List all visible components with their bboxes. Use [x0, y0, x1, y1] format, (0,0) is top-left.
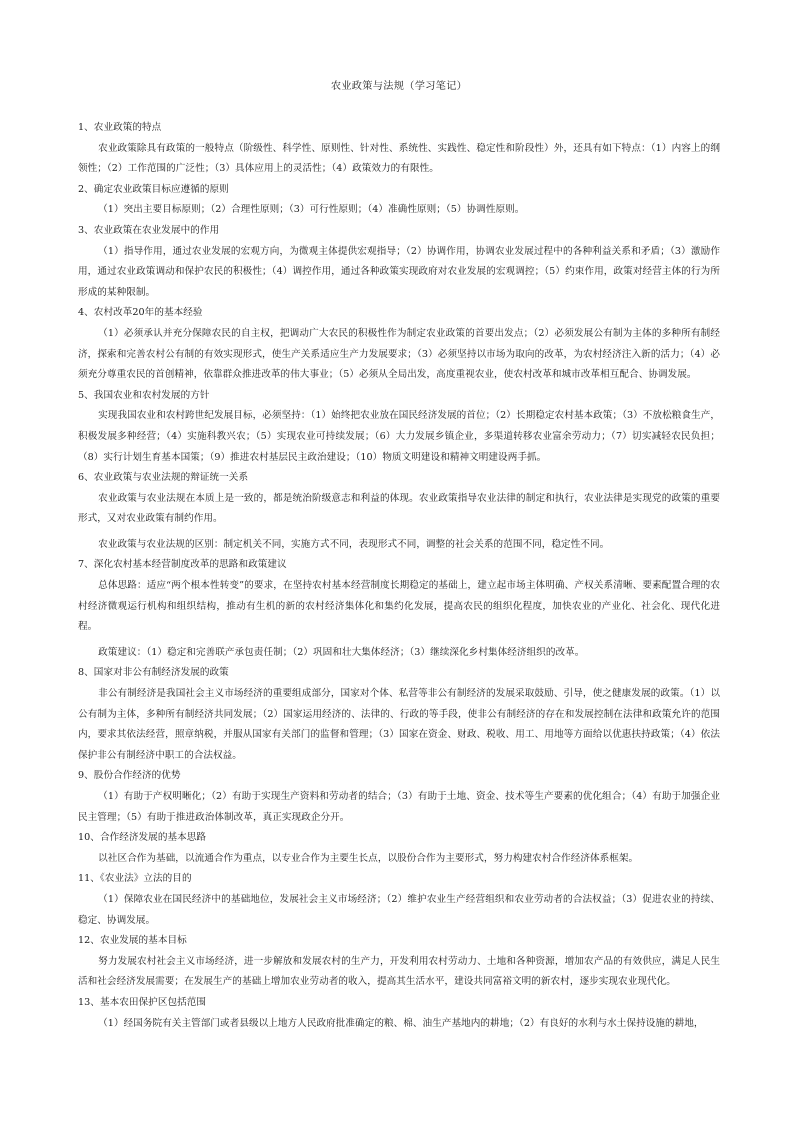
- paragraph: （1）经国务院有关主管部门或者县级以上地方人民政府批准确定的粮、棉、油生产基地内的耕地；（2）有良好的水利与水土保持设施的耕地，: [98, 1017, 704, 1029]
- paragraph: 实现我国农业和农村跨世纪发展目标，必须坚持：（1）始终把农业放在国民经济发展的首位；（2）长期稳定农村基本政策；（3）不放松粮食生产，积极发展多种经营；（4）实施科教兴农；（5）实现农业可持续发展；（6）大力发展乡镇企业，多渠道转移农业富余劳动力；（7）切实减轻农民负担；（8）实行计划生育基本国策；（9）推进农村基层民主政治建设；（10）物质文明建设和精神文明建设两手抓。: [78, 410, 720, 463]
- section-heading: 13、基本农田保护区包括范围: [78, 996, 207, 1008]
- document-page: [78, 0, 720, 1122]
- paragraph: （1）指导作用，通过农业发展的宏观方向，为微观主体提供宏观指导；（2）协调作用，协调农业发展过程中的各种利益关系和矛盾；（3）激励作用，通过农业政策调动和保护农民的积极性；（4）调控作用，通过各种政策实现政府对农业发展的宏观调控；（5）约束作用，政策对经营主体的行为所形成的某种限制。: [78, 245, 720, 298]
- document-body: [78, 118, 720, 1034]
- paragraph: 总体思路：适应“两个根本性转变”的要求，在坚持农村基本经营制度长期稳定的基础上，建立起市场主体明确、产权关系清晰、要素配置合理的农村经济微观运行机构和组织结构，推动有生机的新的农村经济集体化和集约化发展，提高农民的组织化程度，加快农业的产业化、社会化、现代化进程。: [78, 580, 720, 633]
- section-9: [78, 766, 720, 828]
- section-heading: 4、农村改革20年的基本经验: [78, 307, 203, 319]
- paragraph: 农业政策与农业法规的区别：制定机关不同，实施方式不同，表现形式不同，调整的社会关系的范围不同，稳定性不同。: [98, 538, 610, 550]
- section-heading: 12、农业发展的基本目标: [78, 935, 187, 947]
- section-2: [78, 180, 720, 221]
- paragraph: 农业政策与农业法规在本质上是一致的，都是统治阶级意志和利益的体现。农业政策指导农业法律的制定和执行，农业法律是实现党的政策的重要形式，又对农业政策有制约作用。: [78, 492, 720, 525]
- paragraph: 非公有制经济是我国社会主义市场经济的重要组成部分，国家对个体、私营等非公有制经济的发展采取鼓励、引导，使之健康发展的政策。（1）以公有制为主体，多种所有制经济共同发展；（2）国家运用经济的、法律的、行政的等手段，使非公有制经济的存在和发展控制在法律和政策允许的范围内，要求其依法经营，照章纳税，并服从国家有关部门的监督和管理；（3）国家在资金、财政、税收、用工、用地等方面给以优惠扶持政策；（4）依法保护非公有制经济中职工的合法权益。: [78, 688, 720, 761]
- section-heading: 11、《农业法》立法的目的: [78, 873, 192, 885]
- section-heading: 1、农业政策的特点: [78, 122, 162, 133]
- section-heading: 5、我国农业和农村发展的方针: [78, 389, 210, 401]
- section-heading: 6、农业政策与农业法规的辩证统一关系: [78, 472, 249, 484]
- section-heading: 8、国家对非公有制经济发展的政策: [78, 667, 229, 679]
- paragraph: （1）必须承认并充分保障农民的自主权，把调动广大农民的积极性作为制定农业政策的首要出发点；（2）必须发展公有制为主体的多种所有制经济，探索和完善农村公有制的有效实现形式，使生产关系适应生产力发展要求；（3）必须坚持以市场为取向的改革，为农村经济注入新的活力；（4）必须充分尊重农民的首创精神，依靠群众推进改革的伟大事业；（5）必须从全局出发，高度重视农业，使农村改革和城市改革相互配合、协调发展。: [78, 327, 720, 381]
- section-3: [78, 221, 720, 303]
- paragraph: 农业政策除具有政策的一般特点（阶级性、科学性、原则性、针对性、系统性、实践性、稳定性和阶段性）外，还具有如下特点：（1）内容上的纲领性；（2）工作范围的广泛性；（3）具体应用上的灵活性；（4）政策效力的有限性。: [78, 142, 720, 175]
- section-4: [78, 303, 720, 385]
- section-12: [78, 931, 720, 993]
- section-1: [78, 118, 720, 180]
- section-heading: 7、深化农村基本经营制度改革的思路和政策建议: [78, 559, 287, 571]
- section-8: [78, 663, 720, 766]
- section-heading: 3、农业政策在农业发展中的作用: [78, 224, 220, 236]
- section-heading: 2、确定农业政策目标应遵循的原则: [78, 183, 229, 195]
- paragraph: 努力发展农村社会主义市场经济，进一步解放和发展农村的生产力，开发利用农村劳动力、土地和各种资源，增加农产品的有效供应，满足人民生活和社会经济发展需要；在发展生产的基础上增加农业劳动者的收入，提高其生活水平，建设共同富裕文明的新农村，逐步实现农业现代化。: [78, 955, 720, 988]
- paragraph: 以社区合作为基础，以流通合作为重点，以专业合作为主要生长点，以股份合作为主要形式，努力构建农村合作经济体系框架。: [98, 852, 639, 864]
- section-heading: 9、股份合作经济的优势: [78, 770, 181, 782]
- paragraph: （1）突出主要目标原则；（2）合理性原则；（3）可行性原则；（4）准确性原则；（5）协调性原则。: [98, 204, 525, 216]
- paragraph: （1）有助于产权明晰化；（2）有助于实现生产资料和劳动者的结合；（3）有助于土地、资金、技术等生产要素的优化组合；（4）有助于加强企业民主管理；（5）有助于推进政治体制改革，真正实现政企分开。: [78, 791, 720, 823]
- section-13: [78, 993, 720, 1034]
- section-heading: 10、合作经济发展的基本思路: [78, 832, 207, 844]
- section-11: [78, 869, 720, 931]
- section-6: [78, 468, 720, 555]
- paragraph: （1）保障农业在国民经济中的基础地位，发展社会主义市场经济；（2）维护农业生产经营组织和农业劳动者的合法权益；（3）促进农业的持续、稳定、协调发展。: [78, 893, 720, 926]
- document-title: 农业政策与法规（学习笔记）: [330, 81, 468, 92]
- section-7: [78, 555, 720, 663]
- section-5: [78, 386, 720, 468]
- paragraph: 政策建议：（1）稳定和完善联产承包责任制；（2）巩固和壮大集体经济；（3）继续深化乡村集体经济组织的改革。: [98, 646, 585, 658]
- section-10: [78, 828, 720, 869]
